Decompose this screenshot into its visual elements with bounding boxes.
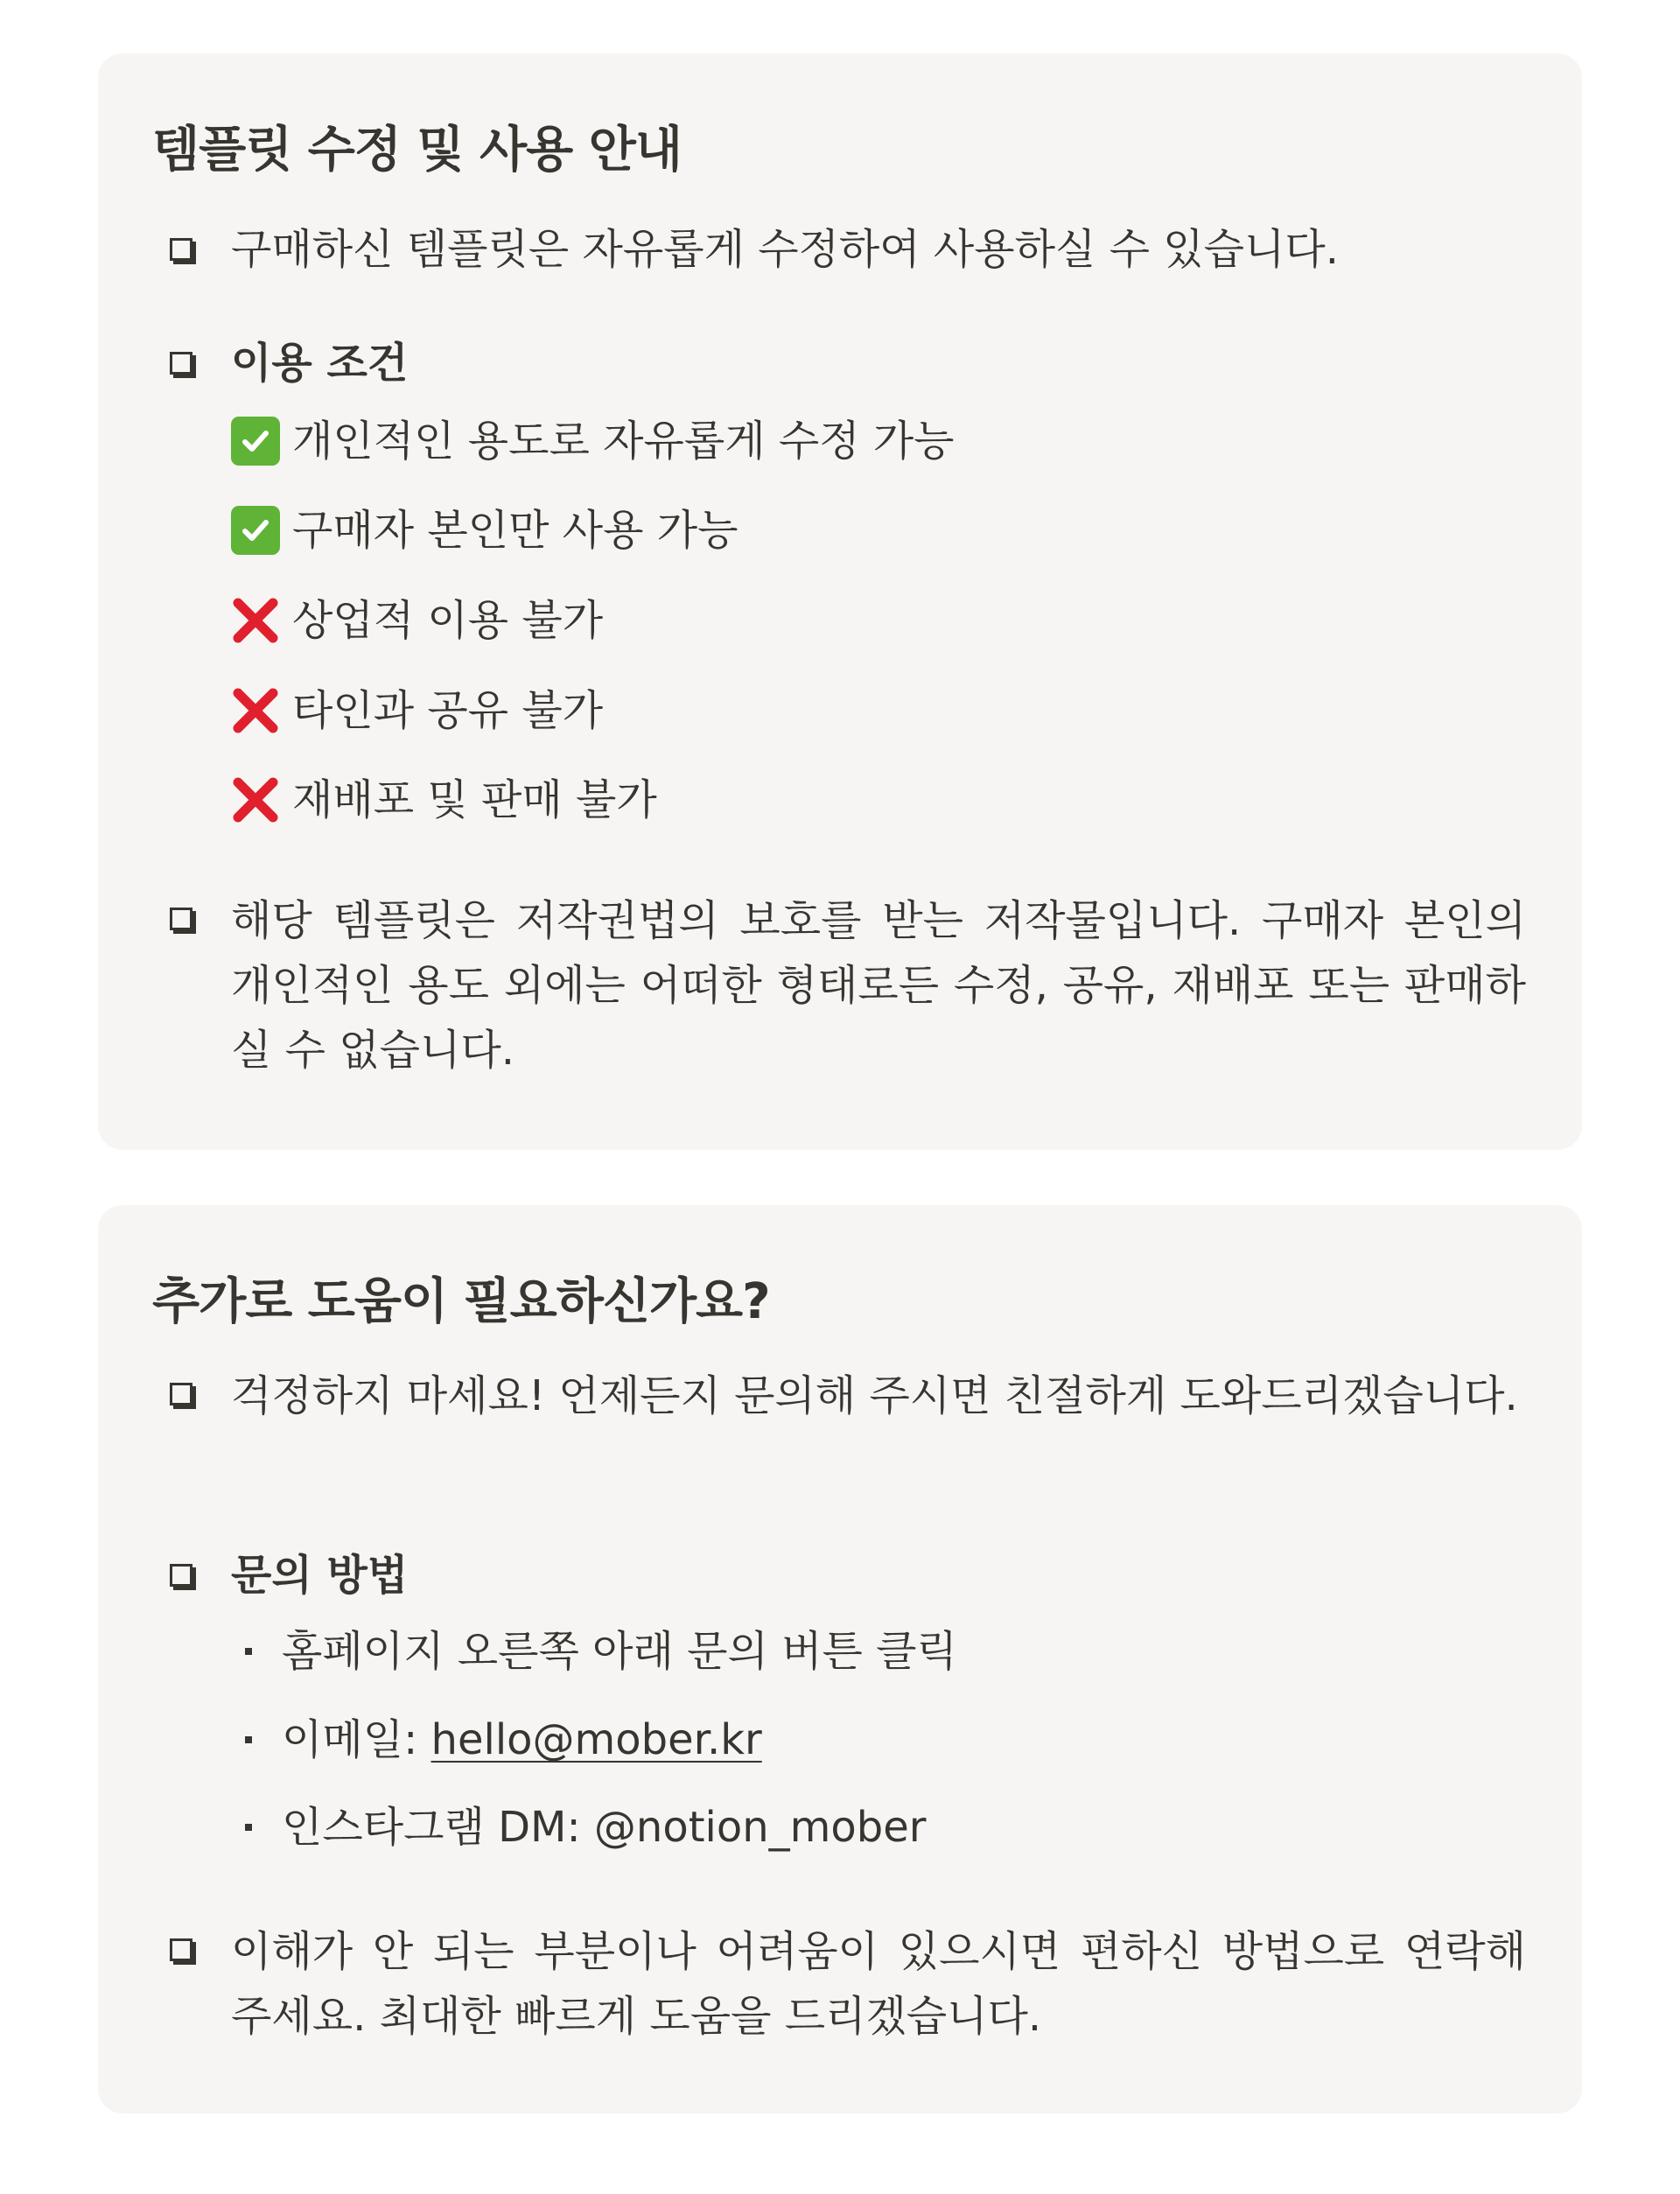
bullet-icon [245, 1736, 252, 1743]
checkbox-bullet-icon [170, 352, 192, 375]
checkbox-bullet-icon [170, 1383, 192, 1405]
contact-heading: 문의 방법 [231, 1551, 409, 1600]
contact-item-email [245, 1714, 762, 1765]
bullet-icon [245, 1824, 252, 1831]
contact-text: 인스타그램 DM: @notion_mober [282, 1803, 927, 1852]
contact-text: 홈페이지 오른쪽 아래 문의 버튼 클릭 [282, 1627, 957, 1676]
condition-item-no-sharing [231, 685, 603, 736]
condition-text: 타인과 공유 불가 [292, 686, 604, 735]
usage-intro-text: 구매하신 템플릿은 자유롭게 수정하여 사용하실 수 있습니다. [231, 225, 1340, 274]
cross-mark-icon [231, 686, 280, 735]
condition-item-personal-edit [231, 416, 955, 466]
usage-guide-title: 템플릿 수정 및 사용 안내 [152, 122, 682, 179]
bullet-icon [245, 1648, 252, 1655]
conditions-heading-item [170, 338, 408, 389]
check-mark-icon [231, 506, 280, 555]
cross-mark-icon [231, 596, 280, 645]
contact-text [282, 1714, 762, 1765]
contact-heading-item [170, 1550, 408, 1601]
conditions-heading: 이용 조건 [231, 339, 409, 388]
copyright-text: 해당 템플릿은 저작권법의 보호를 받는 저작물입니다. 구매자 본인의 개인적인 용도 외에는 어떠한 형태로든 수정, 공유, 재배포 또는 판매하실 수 없습니다. [231, 896, 1526, 1075]
condition-text: 개인적인 용도로 자유롭게 수정 가능 [292, 417, 955, 466]
closing-item [170, 1919, 1526, 2049]
help-intro-item [170, 1363, 1526, 1428]
closing-text: 이해가 안 되는 부분이나 어려움이 있으시면 편하신 방법으로 연락해 주세요. 최대한 빠르게 도움을 드리겠습니다. [231, 1927, 1526, 2041]
condition-item-no-resale [231, 775, 657, 825]
cross-mark-icon [231, 775, 280, 824]
help-title: 추가로 도움이 필요하신가요? [152, 1273, 770, 1330]
help-intro-text: 걱정하지 마세요! 언제든지 문의해 주시면 친절하게 도와드리겠습니다. [231, 1371, 1518, 1420]
condition-text: 재배포 및 판매 불가 [292, 775, 657, 824]
checkbox-bullet-icon [170, 238, 192, 261]
condition-text: 구매자 본인만 사용 가능 [292, 506, 738, 555]
condition-text: 상업적 이용 불가 [292, 596, 604, 645]
email-link[interactable]: hello@mober.kr [430, 1715, 762, 1764]
usage-guide-card [98, 53, 1582, 1150]
contact-item-homepage [245, 1626, 957, 1677]
email-label: 이메일: [282, 1715, 431, 1764]
checkbox-bullet-icon [170, 908, 192, 930]
help-card [98, 1205, 1582, 2113]
usage-intro-item [170, 224, 1339, 275]
contact-item-instagram [245, 1802, 927, 1853]
copyright-item [170, 888, 1526, 1083]
checkbox-bullet-icon [170, 1564, 192, 1587]
condition-item-owner-only [231, 505, 738, 556]
check-mark-icon [231, 417, 280, 466]
checkbox-bullet-icon [170, 1938, 192, 1961]
condition-item-no-commercial [231, 595, 603, 646]
